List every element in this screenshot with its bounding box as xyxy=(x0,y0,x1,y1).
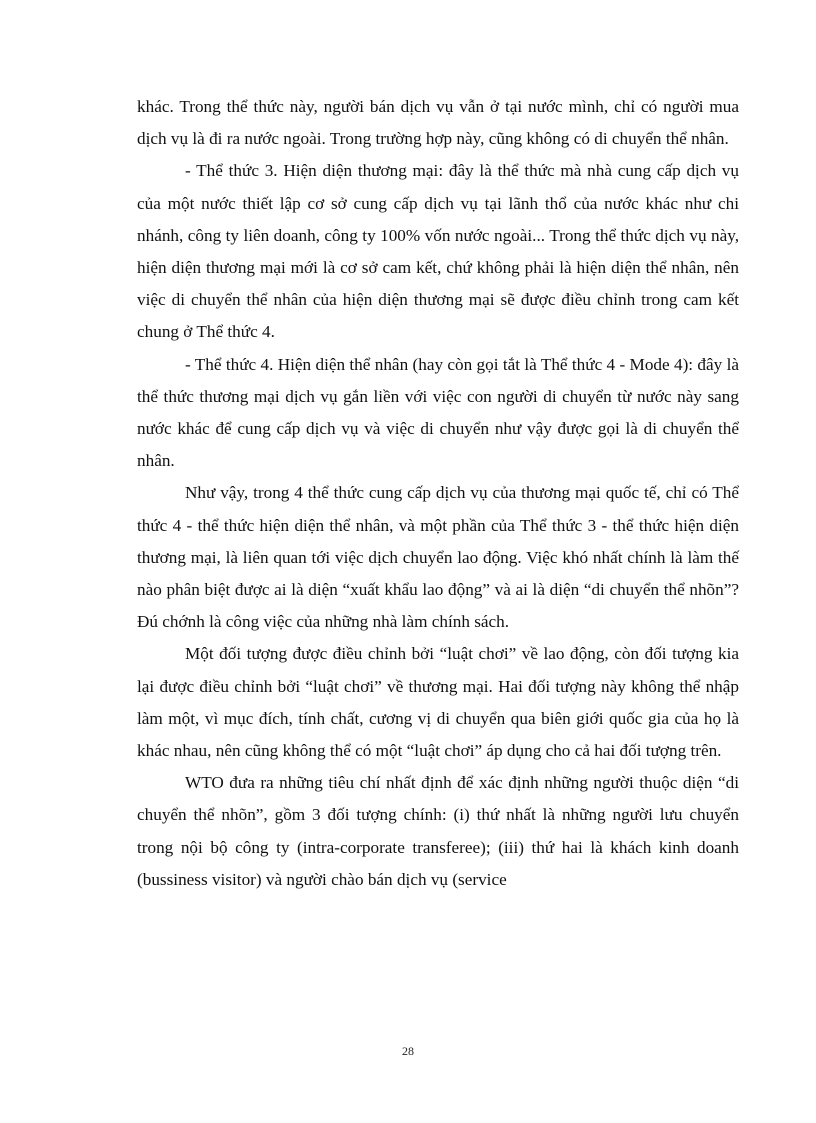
paragraph-rules: Một đối tượng được điều chỉnh bởi “luật chơi” về lao động, còn đối tượng kia lại được điều chỉnh bởi “luật chơi” về thương mại. Hai đối tượng này không thể nhập làm một, vì mục đích, tính chất, cương vị di chuyển qua biên giới quốc gia của họ là khác nhau, nên cũng không thể có một “luật chơi” áp dụng cho cả hai đối tượng trên. xyxy=(137,644,739,761)
paragraph-summary: Như vậy, trong 4 thể thức cung cấp dịch vụ của thương mại quốc tế, chỉ có Thể thức 4 - thể thức hiện diện thể nhân, và một phần của Thể thức 3 - thể thức hiện diện thương mại, là liên quan tới việc dịch chuyển lao động. Việc khó nhất chính là làm thế nào phân biệt được ai là diện “xuất khẩu lao động” và ai là diện “di chuyển thể nhõn”? Đú chớnh là công việc của những nhà làm chính sách. xyxy=(137,483,739,632)
paragraph-wto-criteria: WTO đưa ra những tiêu chí nhất định để xác định những người thuộc diện “di chuyển thể nhõn”, gồm 3 đối tượng chính: (i) thứ nhất là những người lưu chuyển trong nội bộ công ty (intra-corporate transferee); (iii) thứ hai là khách kinh doanh (bussiness visitor) và người chào bán dịch vụ (service xyxy=(137,773,739,889)
body-text xyxy=(137,91,739,896)
paragraph-mode-3: - Thể thức 3. Hiện diện thương mại: đây là thể thức mà nhà cung cấp dịch vụ của một nước thiết lập cơ sở cung cấp dịch vụ tại lãnh thổ của nước khác như chi nhánh, công ty liên doanh, công ty 100% vốn nước ngoài... Trong thể thức dịch vụ này, hiện diện thương mại mới là cơ sở cam kết, chứ không phải là hiện diện thể nhân, nên việc di chuyển thể nhân của hiện diện thương mại sẽ được điều chỉnh trong cam kết chung ở Thể thức 4. xyxy=(137,161,739,342)
paragraph-continuation: khác. Trong thể thức này, người bán dịch vụ vẫn ở tại nước mình, chỉ có người mua dịch vụ là đi ra nước ngoài. Trong trường hợp này, cũng không có di chuyển thể nhân. xyxy=(137,97,739,149)
paragraph-mode-4: - Thể thức 4. Hiện diện thể nhân (hay còn gọi tắt là Thể thức 4 - Mode 4): đây là thể thức thương mại dịch vụ gắn liền với việc con người di chuyển từ nước này sang nước khác để cung cấp dịch vụ và việc di chuyển như vậy được gọi là di chuyển thể nhân. xyxy=(137,354,739,471)
page-number: 28 xyxy=(402,1044,414,1058)
